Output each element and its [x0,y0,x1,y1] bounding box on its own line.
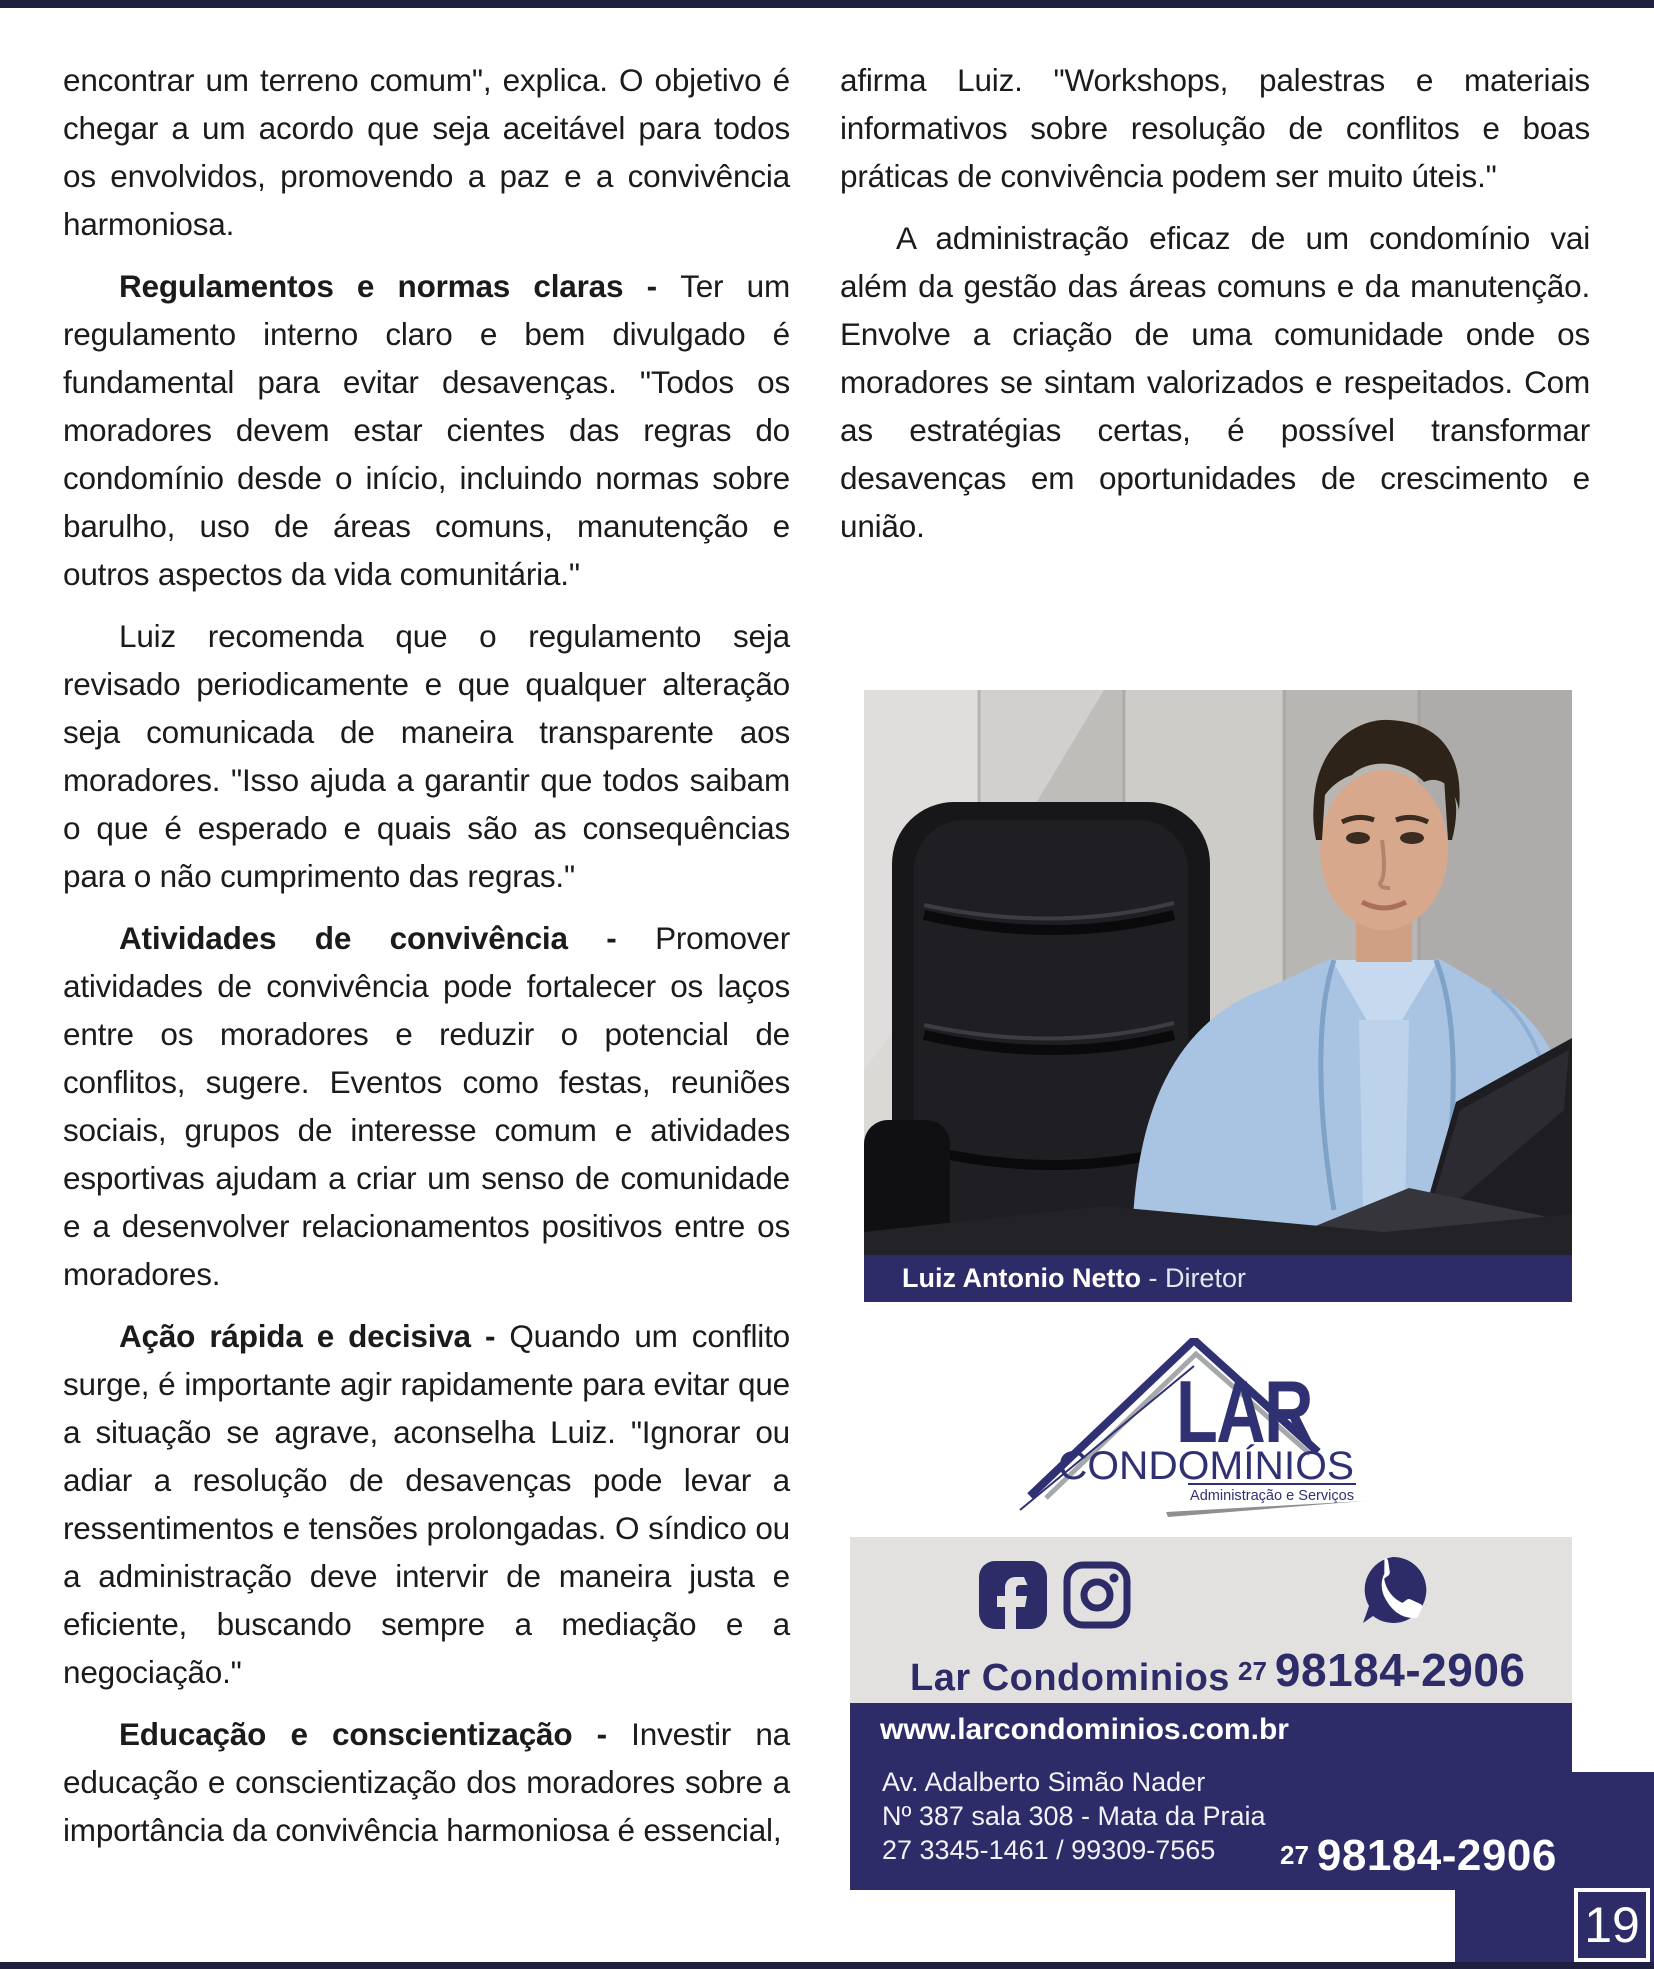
paragraph: Luiz recomenda que o regulamento seja revisado periodicamente e que qualquer alteração seja comunicada de maneira transparente aos moradores. "Isso ajuda a garantir que todos saibam o que é esperado e quais são as consequências para o não cumprimento das regras." [63,618,790,894]
lar-condominios-logo [1018,1338,1378,1523]
address-line: 27 3345-1461 / 99309-7565 [882,1835,1216,1865]
paragraph: Regulamentos e normas claras - Ter um regulamento interno claro e bem divulgado é fundamental para evitar desavenças. "Todos os moradores devem estar cientes das regras do condomínio desde o início, incluindo normas sobre barulho, uso de áreas comuns, manutenção e outros aspectos da vida comunitária." [63,268,790,592]
article-right-column [840,56,1590,564]
photo-caption-bar [864,1255,1572,1302]
caption-role: - Diretor [1140,1263,1246,1293]
director-photo [864,690,1572,1302]
social-bar [850,1537,1572,1703]
article-left-column [63,56,790,1868]
phone-number: 98184-2906 [1316,1831,1557,1880]
logo-text-condominios: CONDOMÍNIOS [1058,1444,1350,1488]
facebook-icon[interactable] [979,1561,1047,1629]
phone-area-code: 27 [1238,1656,1267,1686]
caption-name: Luiz Antonio Netto [902,1263,1141,1293]
contact-phone-number [1280,1831,1557,1881]
paragraph: afirma Luiz. "Workshops, palestras e materiais informativos sobre resolução de conflitos e boas práticas de convivência podem ser muito úteis." [840,62,1590,194]
page-number-badge [1574,1888,1650,1962]
phone-number: 98184-2906 [1274,1644,1526,1696]
navy-panel-right-extension [1572,1772,1654,1890]
paragraph: Atividades de convivência - Promover atividades de convivência pode fortalecer os laços entre os moradores e reduzir o potencial de conflitos, sugere. Eventos como festas, reuniões sociais, grupos de interesse comum e atividades esportivas ajudam a criar um senso de comunidade e a desenvolver relacionamentos positivos entre os moradores. [63,920,790,1292]
logo-roof-icon [1018,1338,1378,1523]
paragraph: Ação rápida e decisiva - Quando um conflito surge, é importante agir rapidamente para evitar que a situação se agrave, aconselha Luiz. "Ignorar ou adiar a resolução de desavenças pode levar a ressentimentos e tensões prolongadas. O síndico ou a administração deve intervir de maneira justa e eficiente, buscando sempre a mediação e a negociação." [63,1318,790,1690]
phone-area-code: 27 [1280,1840,1309,1870]
paragraph-lead: Educação e conscientização - [119,1716,632,1752]
address-line: Av. Adalberto Simão Nader [882,1767,1206,1797]
top-border-strip [0,0,1654,8]
website-url[interactable]: www.larcondominios.com.br [880,1713,1289,1746]
paragraph-lead: Regulamentos e normas claras - [119,268,681,304]
whatsapp-icon[interactable] [1355,1553,1431,1629]
contact-panel [850,1703,1572,1890]
address-line: Nº 387 sala 308 - Mata da Praia [882,1801,1266,1831]
address-block [882,1765,1266,1867]
paragraph-lead: Ação rápida e decisiva - [119,1318,510,1354]
instagram-icon[interactable] [1063,1561,1131,1629]
portrait-photo-illustration [864,690,1572,1255]
page-number: 19 [1584,1897,1640,1953]
paragraph-lead: Atividades de convivência - [119,920,656,956]
logo-tagline: Administração e Serviços [1190,1487,1354,1504]
paragraph: encontrar um terreno comum", explica. O objetivo é chegar a um acordo que seja aceitável para todos os envolvidos, promovendo a paz e a convivência harmoniosa. [63,62,790,242]
bottom-border-strip [0,1962,1654,1969]
social-phone-number [1238,1643,1526,1697]
paragraph: A administração eficaz de um condomínio vai além da gestão das áreas comuns e da manutenção. Envolve a criação de uma comunidade onde os moradores se sintam valorizados e respeitados. Com as estratégias certas, é possível transformar desavenças em oportunidades de crescimento e união. [840,220,1590,544]
paragraph: Educação e conscientização - Investir na educação e conscientização dos moradores sobre a importância da convivência harmoniosa é essencial, [63,1716,790,1848]
social-brand-label: Lar Condominios [910,1657,1230,1699]
logo-text-lar: LAR [1176,1362,1313,1461]
